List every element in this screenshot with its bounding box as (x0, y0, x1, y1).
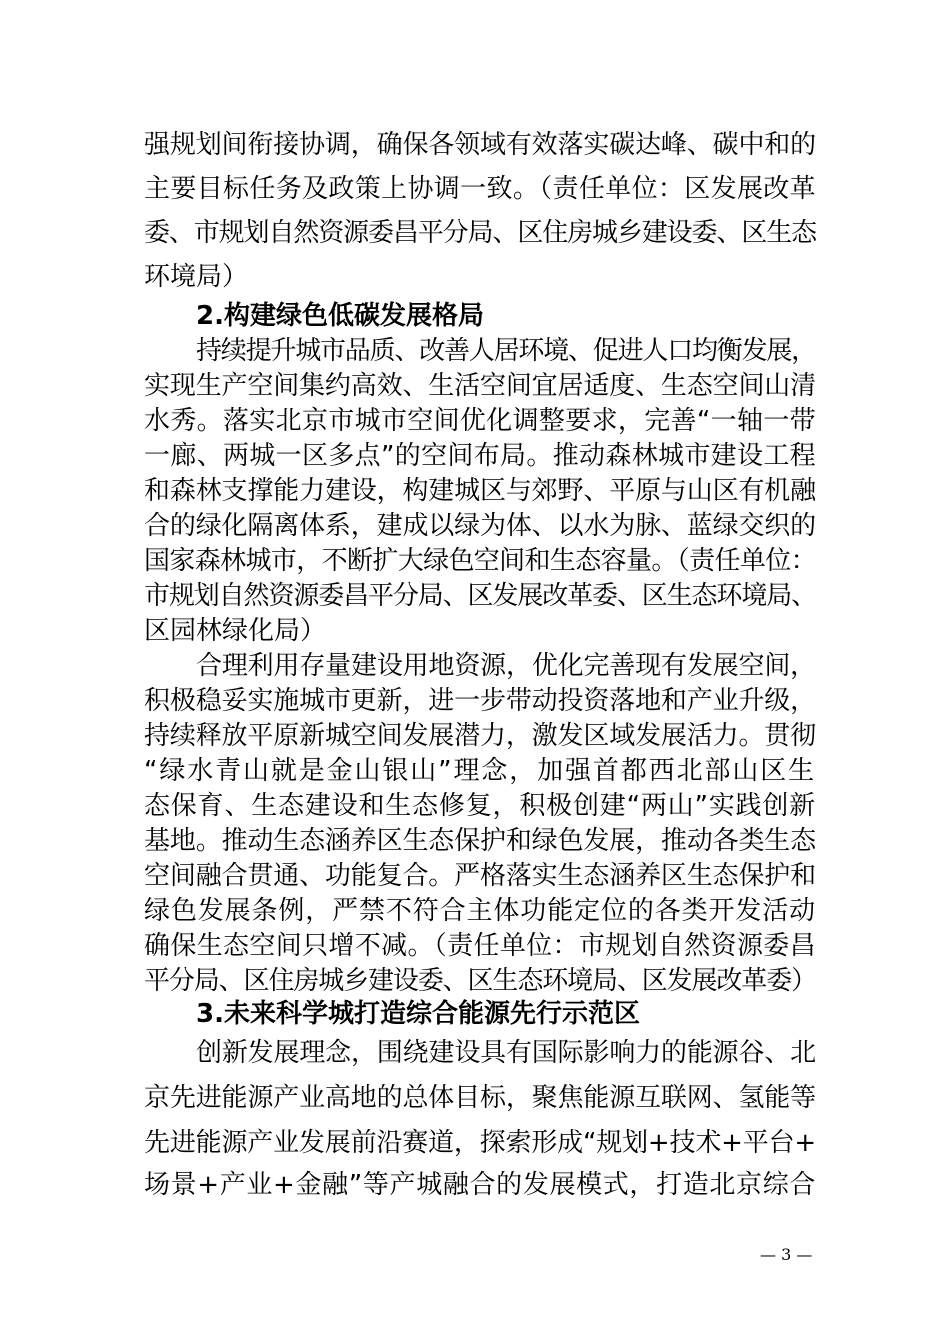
section-heading: 3.未来科学城打造综合能源先行示范区 (196, 999, 640, 1029)
body-text-line: 实现生产空间集约高效、生活空间宜居适度、生态空间山清 (144, 371, 816, 401)
page-number: — 3 — (760, 1245, 813, 1264)
body-text-line: 京先进能源产业高地的总体目标，聚焦能源互联网、氢能等 (144, 1083, 816, 1113)
body-text-line: 场景+产业+金融”等产城融合的发展模式，打造北京综合 (144, 1170, 816, 1200)
body-text-line: 主要目标任务及政策上协调一致。（责任单位：区发展改革 (144, 174, 816, 204)
body-text-line: 基地。推动生态涵养区生态保护和绿色发展，推动各类生态 (144, 826, 816, 856)
body-text-line: 空间融合贯通、功能复合。严格落实生态涵养区生态保护和 (144, 861, 816, 891)
body-text-line: 委、市规划自然资源委昌平分局、区住房城乡建设委、区生态 (144, 218, 816, 248)
body-text-line: 持续释放平原新城空间发展潜力，激发区域发展活力。贯彻 (144, 721, 816, 751)
body-text-line: 积极稳妥实施城市更新，进一步带动投资落地和产业升级， (144, 686, 816, 716)
section-heading: 2.构建绿色低碳发展格局 (196, 301, 484, 331)
body-text-line: 和森林支撑能力建设，构建城区与郊野、平原与山区有机融 (144, 476, 816, 506)
body-text-line: 先进能源产业发展前沿赛道，探索形成“规划+技术+平台+ (144, 1128, 816, 1158)
body-text-line: 创新发展理念，围绕建设具有国际影响力的能源谷、北 (196, 1038, 816, 1068)
body-text-line: 确保生态空间只增不减。（责任单位：市规划自然资源委昌 (144, 931, 816, 961)
body-text-line: 一廊、两城一区多点”的空间布局。推动森林城市建设工程 (144, 441, 816, 471)
body-text-line: 平分局、区住房城乡建设委、区生态环境局、区发展改革委） (144, 966, 816, 996)
body-text-line: 合理利用存量建设用地资源，优化完善现有发展空间， (196, 651, 816, 681)
body-text-line: 绿色发展条例，严禁不符合主体功能定位的各类开发活动 (144, 896, 816, 926)
body-text-line: 区园林绿化局） (144, 616, 327, 646)
body-text-line: 市规划自然资源委昌平分局、区发展改革委、区生态环境局、 (144, 581, 816, 611)
body-text-line: 态保育、生态建设和生态修复，积极创建“两山”实践创新 (144, 791, 816, 821)
body-text-line: “绿水青山就是金山银山”理念，加强首都西北部山区生 (144, 756, 816, 786)
body-text-line: 合的绿化隔离体系，建成以绿为体、以水为脉、蓝绿交织的 (144, 511, 816, 541)
body-text-line: 环境局） (144, 262, 249, 292)
body-text-line: 国家森林城市，不断扩大绿色空间和生态容量。（责任单位： (144, 546, 816, 576)
body-text-line: 持续提升城市品质、改善人居环境、促进人口均衡发展， (196, 336, 816, 366)
body-text-line: 水秀。落实北京市城市空间优化调整要求，完善“一轴一带 (144, 406, 816, 436)
body-text-line: 强规划间衔接协调，确保各领域有效落实碳达峰、碳中和的 (144, 130, 816, 160)
